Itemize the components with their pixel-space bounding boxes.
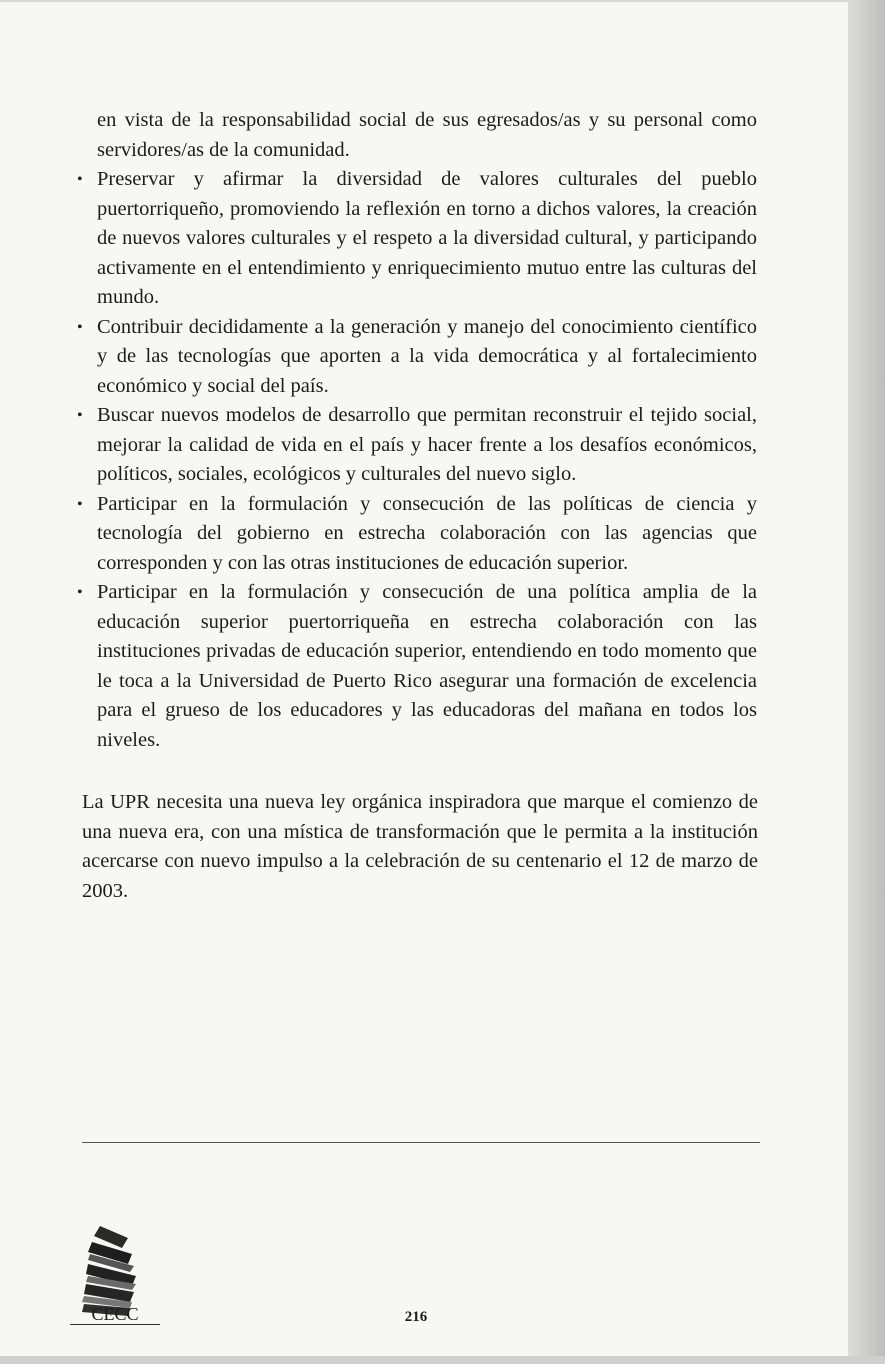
list-item <box>77 313 757 402</box>
list-item <box>77 578 757 755</box>
closing-paragraph: La UPR necesita una nueva ley orgánica inspiradora que marque el comienzo de una nueva era, con una mística de transformación que le permita a la institución acercarse con nuevo impulso a la celebración de su centenario el 12 de marzo de 2003. <box>82 791 758 902</box>
bullet-icon: • <box>77 318 83 336</box>
bullet-icon: • <box>77 407 83 424</box>
list-item <box>77 165 757 313</box>
list-item-text: Participar en la formulación y consecución de las políticas de ciencia y tecnología del gobierno en estrecha colaboración con las agencias que corresponden y con las otras instituciones de educación superior. <box>97 492 757 574</box>
page-number: 216 <box>404 1309 428 1325</box>
bullet-icon: • <box>77 584 83 601</box>
bullet-icon: • <box>77 171 83 188</box>
list-item <box>77 401 757 490</box>
list-item-text: Contribuir decididamente a la generación y manejo del conocimiento científico y de las tecnologías que aporten a la vida democrática y al fortalecimiento económico y social del país. <box>97 315 757 397</box>
list-item-text: Buscar nuevos modelos de desarrollo que permitan reconstruir el tejido social, mejorar la calidad de vida en el país y hacer frente a los desafíos económicos, políticos, sociales, ecológicos y culturales del nuevo siglo. <box>97 404 757 485</box>
bullet-icon: • <box>77 495 83 513</box>
list-item-text: Participar en la formulación y consecución de una política amplia de la educación superior puertorriqueña en estrecha colaboración con las instituciones privadas de educación superior, entendiendo en todo momento que le toca a la Universidad de Puerto Rico asegurar una formación de excelencia para el grueso de los educadores y las educadoras del mañana en todos los niveles. <box>97 581 757 751</box>
goals-list <box>77 165 757 755</box>
page-bottom-shadow <box>0 1356 885 1364</box>
continuation-paragraph: en vista de la responsabilidad social de sus egresados/as y su personal como servidores/as de la comunidad. <box>97 109 757 161</box>
page-edge-shadow <box>848 0 885 1364</box>
logo-text: CECC <box>70 1304 160 1325</box>
list-item-text: Preservar y afirmar la diversidad de valores culturales del pueblo puertorriqueño, promoviendo la reflexión en torno a dichos valores, la creación de nuevos valores culturales y el respeto a la diversidad cultural, y participando activamente en el entendimiento y enriquecimiento mutuo entre las culturas del mundo. <box>97 168 757 308</box>
list-item <box>77 490 757 579</box>
footer-divider <box>82 1142 760 1143</box>
